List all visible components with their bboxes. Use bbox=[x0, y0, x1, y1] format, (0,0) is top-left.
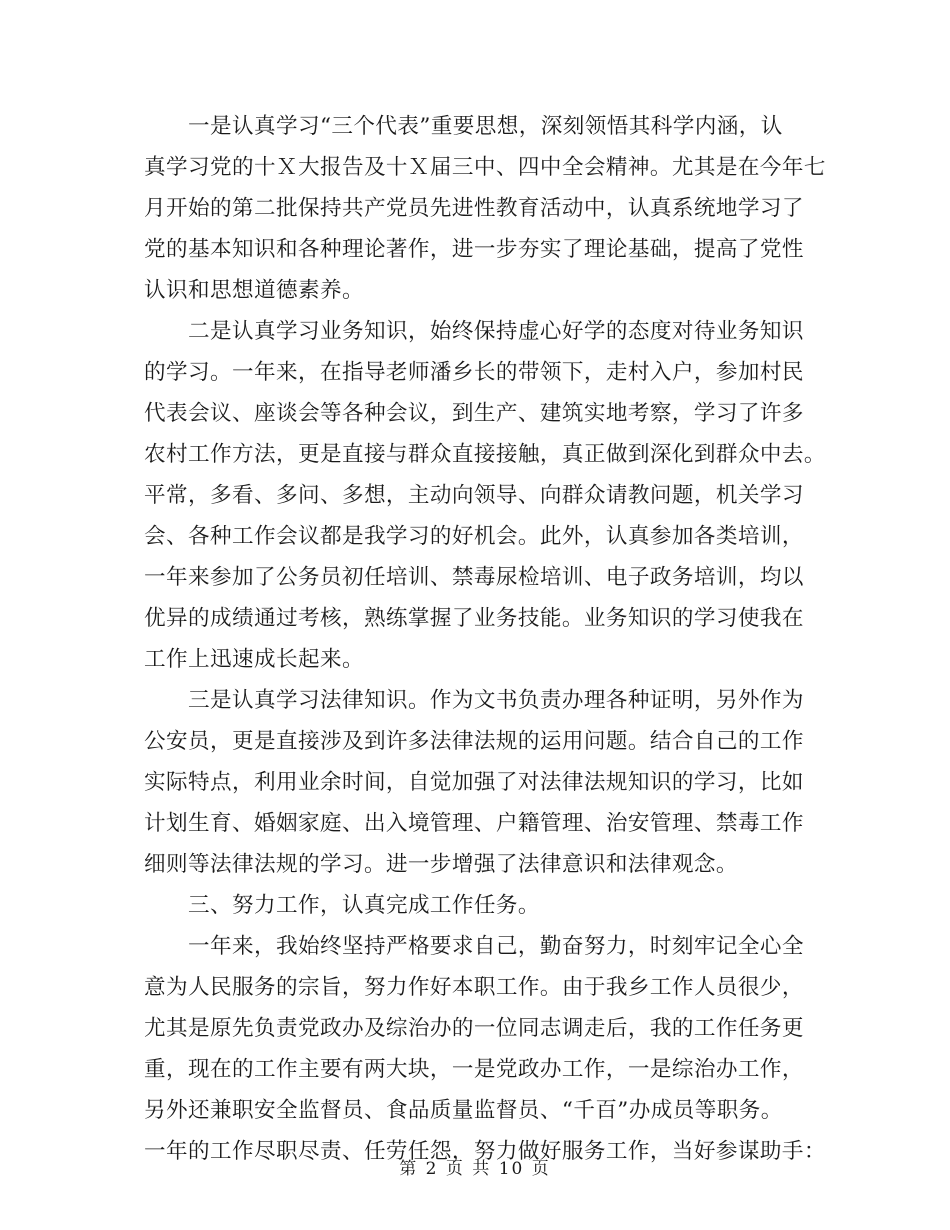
paragraph-line: 意为人民服务的宗旨，努力作好本职工作。由于我乡工作人员很少， bbox=[144, 975, 804, 1000]
paragraph-line: 另外还兼职安全监督员、食品质量监督员、“千百”办成员等职务。 bbox=[144, 1098, 783, 1123]
paragraph-line: 实际特点，利用业余时间，自觉加强了对法律法规知识的学习，比如 bbox=[144, 770, 804, 795]
paragraph-line: 会、各种工作会议都是我学习的好机会。此外，认真参加各类培训， bbox=[144, 524, 804, 549]
paragraph-line: 农村工作方法，更是直接与群众直接接触，真正做到深化到群众中去。 bbox=[144, 442, 826, 467]
paragraph-line: 计划生育、婚姻家庭、出入境管理、户籍管理、治安管理、禁毒工作 bbox=[144, 811, 804, 836]
paragraph-line: 尤其是原先负责党政办及综治办的一位同志调走后，我的工作任务更 bbox=[144, 1016, 804, 1041]
paragraph-line: 一年来参加了公务员初任培训、禁毒尿检培训、电子政务培训，均以 bbox=[144, 565, 804, 590]
paragraph-line: 一是认真学习“三个代表”重要思想，深刻领悟其科学内涵，认 bbox=[188, 114, 783, 139]
paragraph-line: 的学习。一年来，在指导老师潘乡长的带领下，走村入户，参加村民 bbox=[144, 360, 804, 385]
paragraph-line: 工作上迅速成长起来。 bbox=[144, 647, 364, 672]
paragraph-line: 党的基本知识和各种理论著作，进一步夯实了理论基础，提高了党性 bbox=[144, 237, 804, 262]
paragraph-line: 优异的成绩通过考核，熟练掌握了业务技能。业务知识的学习使我在 bbox=[144, 606, 804, 631]
paragraph-line: 二是认真学习业务知识，始终保持虚心好学的态度对待业务知识 bbox=[188, 319, 804, 344]
paragraph-line: 真学习党的十Ｘ大报告及十Ｘ届三中、四中全会精神。尤其是在今年七 bbox=[144, 155, 826, 180]
document-body bbox=[144, 106, 826, 1172]
paragraph-line: 公安员，更是直接涉及到许多法律法规的运用问题。结合自己的工作 bbox=[144, 729, 804, 754]
paragraph-line: 一年来，我始终坚持严格要求自己，勤奋努力，时刻牢记全心全 bbox=[188, 934, 804, 959]
paragraph-line: 细则等法律法规的学习。进一步增强了法律意识和法律观念。 bbox=[144, 852, 738, 877]
paragraph-line: 代表会议、座谈会等各种会议，到生产、建筑实地考察，学习了许多 bbox=[144, 401, 804, 426]
paragraph-line: 认识和思想道德素养。 bbox=[144, 278, 364, 303]
paragraph-line: 平常，多看、多问、多想，主动向领导、向群众请教问题，机关学习 bbox=[144, 483, 804, 508]
paragraph-line: 重，现在的工作主要有两大块，一是党政办工作，一是综治办工作， bbox=[144, 1057, 804, 1082]
paragraph-line: 月开始的第二批保持共产党员先进性教育活动中，认真系统地学习了 bbox=[144, 196, 804, 221]
page-number-footer: 第 2 页 共 10 页 bbox=[399, 1159, 551, 1179]
paragraph-line: 三是认真学习法律知识。作为文书负责办理各种证明，另外作为 bbox=[188, 688, 804, 713]
paragraph-line: 一年的工作尽职尽责、任劳任怨，努力做好服务工作，当好参谋助手： bbox=[144, 1139, 826, 1164]
section-heading: 三、努力工作，认真完成工作任务。 bbox=[188, 893, 540, 918]
